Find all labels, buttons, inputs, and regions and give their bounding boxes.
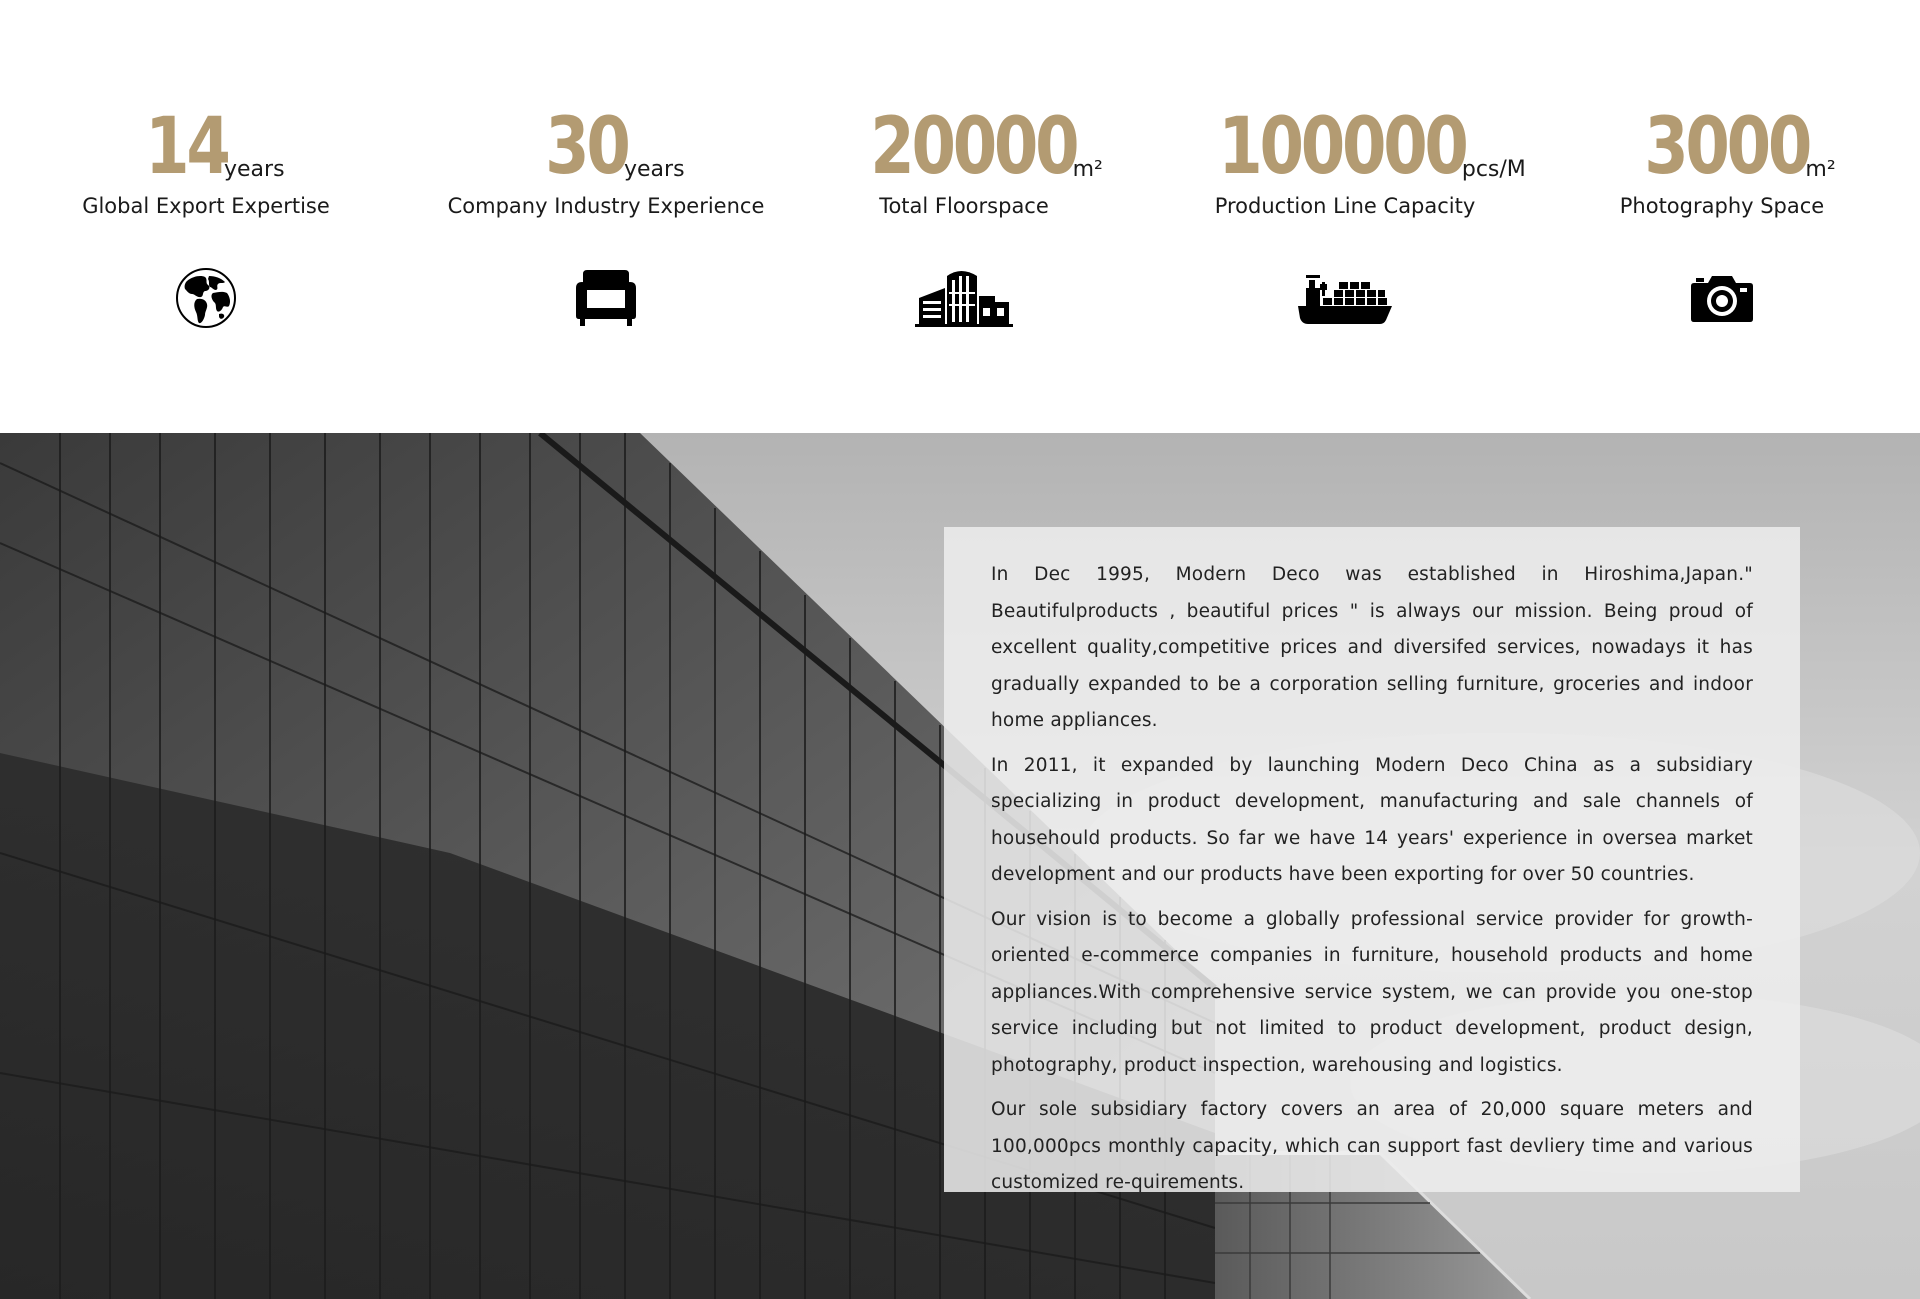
stat-unit: years <box>224 157 285 182</box>
globe-icon <box>156 262 256 334</box>
about-paragraph: In 2011, it expanded by launching Modern Deco China as a subsidiary specializing in product development, manufacturing and sale channels of househould products. So far we have 14 years' experience in oversea market development and our products have been exporting for over 50 countries. <box>991 754 1753 885</box>
stat-number: 100000 <box>1218 102 1466 192</box>
stat-label: Company Industry Experience <box>447 194 765 218</box>
building-icon <box>914 262 1014 334</box>
stat-industry-experience <box>396 96 816 218</box>
stat-production-capacity <box>1135 96 1555 218</box>
hero-section <box>0 433 1920 1299</box>
stat-unit: pcs/M <box>1461 157 1526 182</box>
about-paragraph: Our sole subsidiary factory covers an area of 20,000 square meters and 100,000pcs monthly capacity, which can support fast devliery time and various customized re-quirements. <box>991 1099 1753 1193</box>
stat-value <box>1135 96 1555 192</box>
stat-unit: m² <box>1805 157 1836 182</box>
stat-unit: m² <box>1072 157 1103 182</box>
stat-value <box>754 96 1174 192</box>
stat-number: 20000 <box>870 102 1077 192</box>
stat-export-expertise <box>0 96 416 218</box>
about-text-panel <box>944 527 1800 1192</box>
stat-label: Total Floorspace <box>879 194 1049 218</box>
armchair-icon <box>556 262 656 334</box>
stat-value <box>1512 96 1920 192</box>
stat-number: 3000 <box>1644 102 1810 192</box>
stat-photography-space <box>1512 96 1920 218</box>
about-paragraph: In Dec 1995, Modern Deco was established in Hiroshima,Japan." Beautifulproducts , beautiful prices " is always our mission. Being proud of excellent quality,competitive prices and diversifed services, nowadays it has gradually expanded to be a corporation selling furniture, groceries and indoor home appliances. <box>991 564 1753 731</box>
stat-label: Photography Space <box>1619 194 1825 218</box>
stat-label: Global Export Expertise <box>82 194 330 218</box>
stats-section <box>0 0 1920 433</box>
camera-icon <box>1672 262 1772 334</box>
about-paragraph: Our vision is to become a globally professional service provider for growth-oriented e-commerce companies in furniture, household products and home appliances.With comprehensive service system, we can provide you one-stop service including but not limited to product development, product design, photography, product inspection, warehousing and logistics. <box>991 908 1753 1076</box>
stat-number: 14 <box>145 102 228 192</box>
stat-unit: years <box>624 157 685 182</box>
stat-value <box>0 96 416 192</box>
stat-label: Production Line Capacity <box>1214 194 1476 218</box>
stat-number: 30 <box>545 102 628 192</box>
stat-total-floorspace <box>754 96 1174 218</box>
cargo-ship-icon <box>1295 262 1395 334</box>
stat-value <box>396 96 816 192</box>
